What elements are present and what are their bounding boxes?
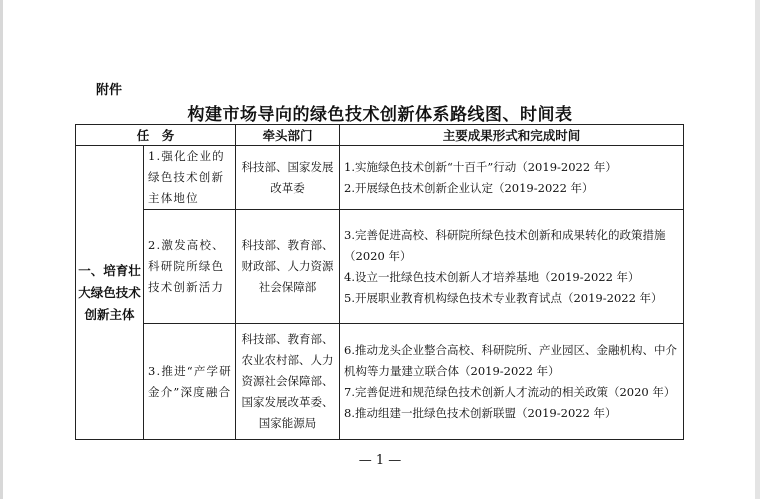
page-right-edge (755, 0, 760, 499)
roadmap-table (75, 124, 684, 440)
page-number: — 1 — (358, 453, 402, 468)
page-left-edge (0, 0, 3, 499)
result-item: 8.推动组建一批绿色技术创新联盟（2019-2022 年） (344, 405, 617, 420)
result-item: 3.完善促进高校、科研院所绿色技术创新和成果转化的政策措施（2020 年） (344, 227, 666, 263)
results-cell (340, 210, 684, 324)
result-item: 6.推动龙头企业整合高校、科研院所、产业园区、金融机构、中介机构等力量建立联合体（2019-2022 年） (344, 342, 677, 378)
task-cell: 1.强化企业的绿色技术创新主体地位 (144, 146, 236, 210)
results-cell (340, 324, 684, 440)
header-results: 主要成果形式和完成时间 (340, 125, 684, 146)
attachment-label: 附件 (96, 83, 123, 98)
dept-cell: 科技部、教育部、财政部、人力资源社会保障部 (236, 210, 340, 324)
result-item: 7.完善促进和规范绿色技术创新人才流动的相关政策（2020 年） (344, 384, 676, 399)
results-cell (340, 146, 684, 210)
dept-cell: 科技部、国家发展改革委 (236, 146, 340, 210)
result-item: 5.开展职业教育机构绿色技术专业教育试点（2019-2022 年） (344, 290, 663, 305)
task-cell: 3.推进“产学研金介”深度融合 (144, 324, 236, 440)
header-task: 任 务 (76, 125, 236, 146)
category-cell: 一、培育壮大绿色技术创新主体 (76, 146, 144, 440)
result-item: 4.设立一批绿色技术创新人才培养基地（2019-2022 年） (344, 269, 640, 284)
task-cell: 2.激发高校、科研院所绿色技术创新活力 (144, 210, 236, 324)
table-row (76, 146, 684, 210)
table-row (76, 324, 684, 440)
document-title: 构建市场导向的绿色技术创新体系路线图、时间表 (187, 105, 573, 125)
dept-cell: 科技部、教育部、农业农村部、人力资源社会保障部、国家发展改革委、国家能源局 (236, 324, 340, 440)
result-item: 2.开展绿色技术创新企业认定（2019-2022 年） (344, 180, 594, 195)
table-header-row (76, 125, 684, 146)
table-row (76, 210, 684, 324)
result-item: 1.实施绿色技术创新“十百千”行动（2019-2022 年） (344, 159, 617, 174)
header-lead-dept: 牵头部门 (236, 125, 340, 146)
